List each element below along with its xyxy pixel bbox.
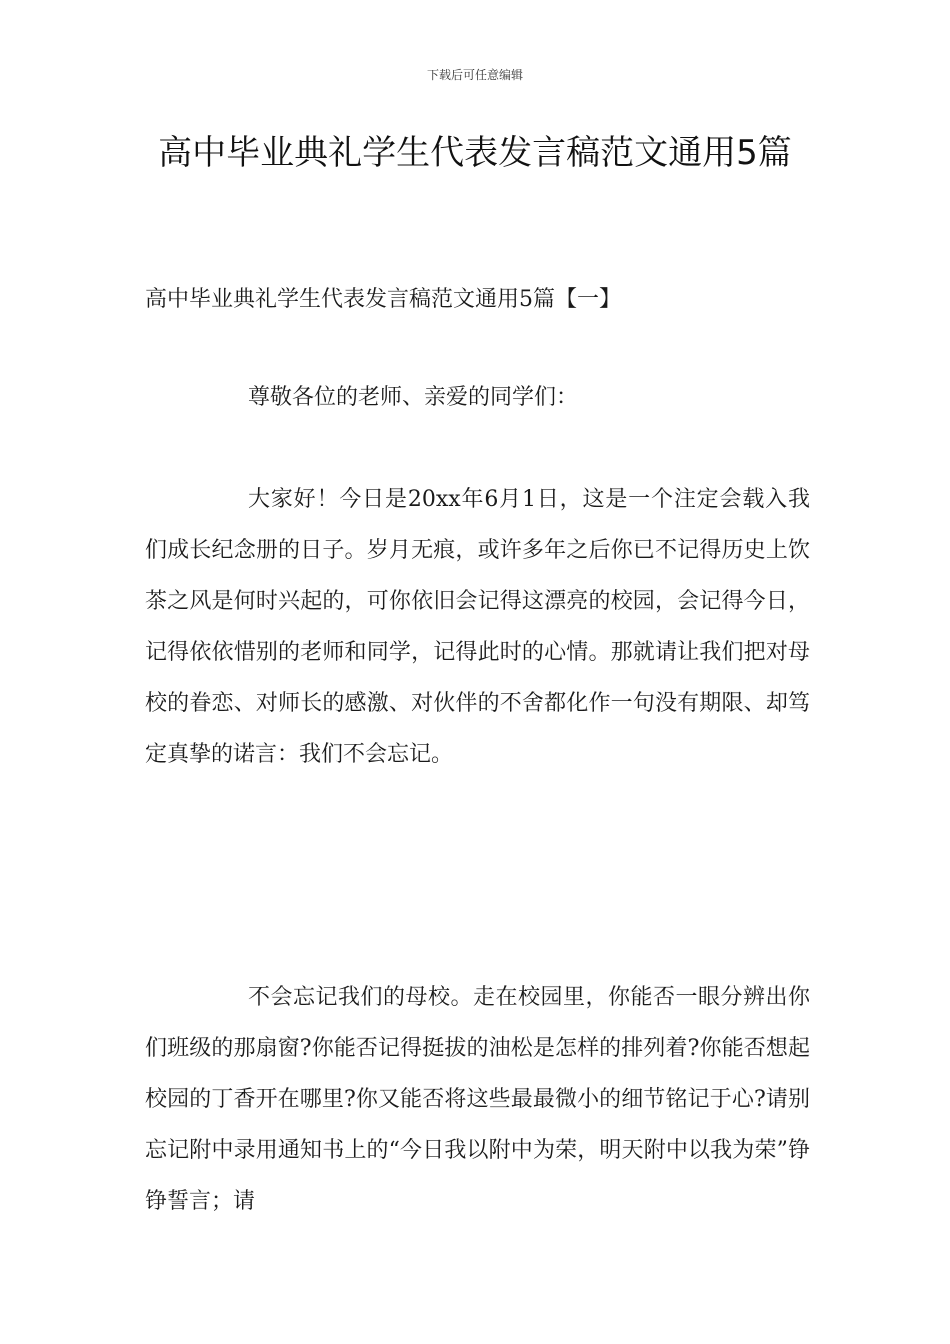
document-title: 高中毕业典礼学生代表发言稿范文通用5篇 [158,133,792,173]
body-paragraph: 不会忘记我们的母校。走在校园里，你能否一眼分辨出你们班级的那扇窗?你能否记得挺拔的油松是怎样的排列着?你能否想起校园的丁香开在哪里?你又能否将这些最最微小的细节铭记于心?请别忘记附中录用通知书上的“今日我以附中为荣，明天附中以我为荣”铮铮誓言；请 [145,985,810,1214]
salutation: 尊敬各位的老师、亲爱的同学们： [248,385,579,410]
section-heading: 高中毕业典礼学生代表发言稿范文通用5篇【一】 [145,287,621,312]
page-header-note: 下载后可任意编辑 [426,68,523,82]
body-paragraph: 大家好！今日是20xx年6月1日，这是一个注定会载入我们成长纪念册的日子。岁月无痕，或许多年之后你已不记得历史上饮茶之风是何时兴起的，可你依旧会记得这漂亮的校园，会记得今日，记得依依惜别的老师和同学，记得此时的心情。那就请让我们把对母校的眷恋、对师长的感激、对伙伴的不舍都化作一句没有期限、却笃定真挚的诺言：我们不会忘记。 [145,487,810,767]
